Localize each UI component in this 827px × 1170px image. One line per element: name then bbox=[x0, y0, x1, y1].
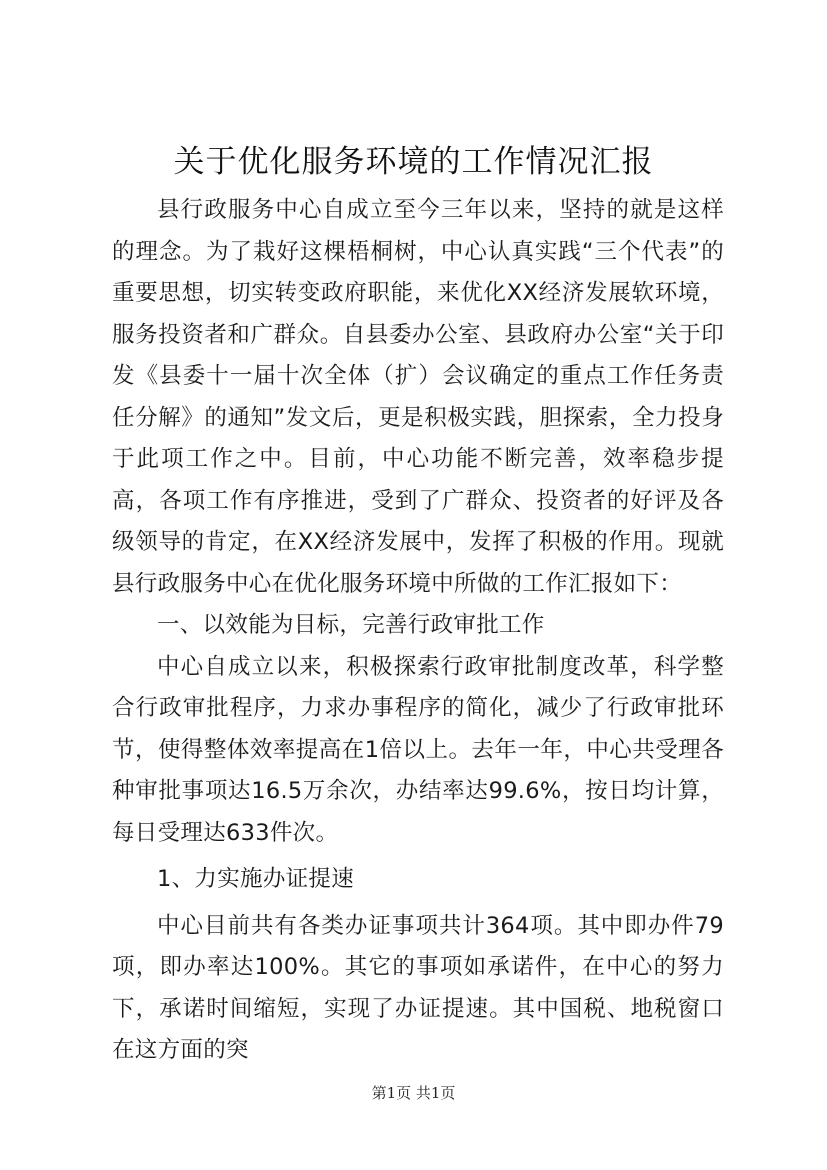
paragraph-intro: 县行政服务中心自成立至今三年以来，坚持的就是这样的理念。为了栽好这棵梧桐树，中心认真实践“三个代表”的重要思想，切实转变政府职能，来优化XX经济发展软环境，服务投资者和广群众。自县委办公室、县政府办公室“关于印发《县委十一届十次全体（扩）会议确定的重点工作任务责任分解》的通知”发文后，更是积极实践，胆探索，全力投身于此项工作之中。目前，中心功能不断完善，效率稳步提高，各项工作有序推进，受到了广群众、投资者的好评及各级领导的肯定，在XX经济发展中，发挥了积极的作用。现就县行政服务中心在优化服务环境中所做的工作汇报如下： bbox=[112, 197, 724, 597]
document-title: 关于优化服务环境的工作情况汇报 bbox=[173, 144, 654, 180]
paragraph-subsection-1: 中心目前共有各类办证事项共计364项。其中即办件79项，即办率达100%。其它的事项如承诺件，在中心的努力下，承诺时间缩短，实现了办证提速。其中国税、地税窗口在这方面的突 bbox=[112, 912, 724, 1063]
document-body bbox=[112, 190, 724, 1072]
page-footer: 第1页 共1页 bbox=[371, 1084, 456, 1102]
section-heading-1: 一、以效能为目标，完善行政审批工作 bbox=[157, 612, 545, 638]
paragraph-section-1: 中心自成立以来，积极探索行政审批制度改革，科学整合行政审批程序，力求办事程序的简化，减少了行政审批环节，使得整体效率提高在1倍以上。去年一年，中心共受理各种审批事项达16.5万余次，办结率达99.6%，按日均计算，每日受理达633件次。 bbox=[112, 653, 724, 846]
subsection-heading-1: 1、力实施办证提速 bbox=[157, 866, 355, 892]
